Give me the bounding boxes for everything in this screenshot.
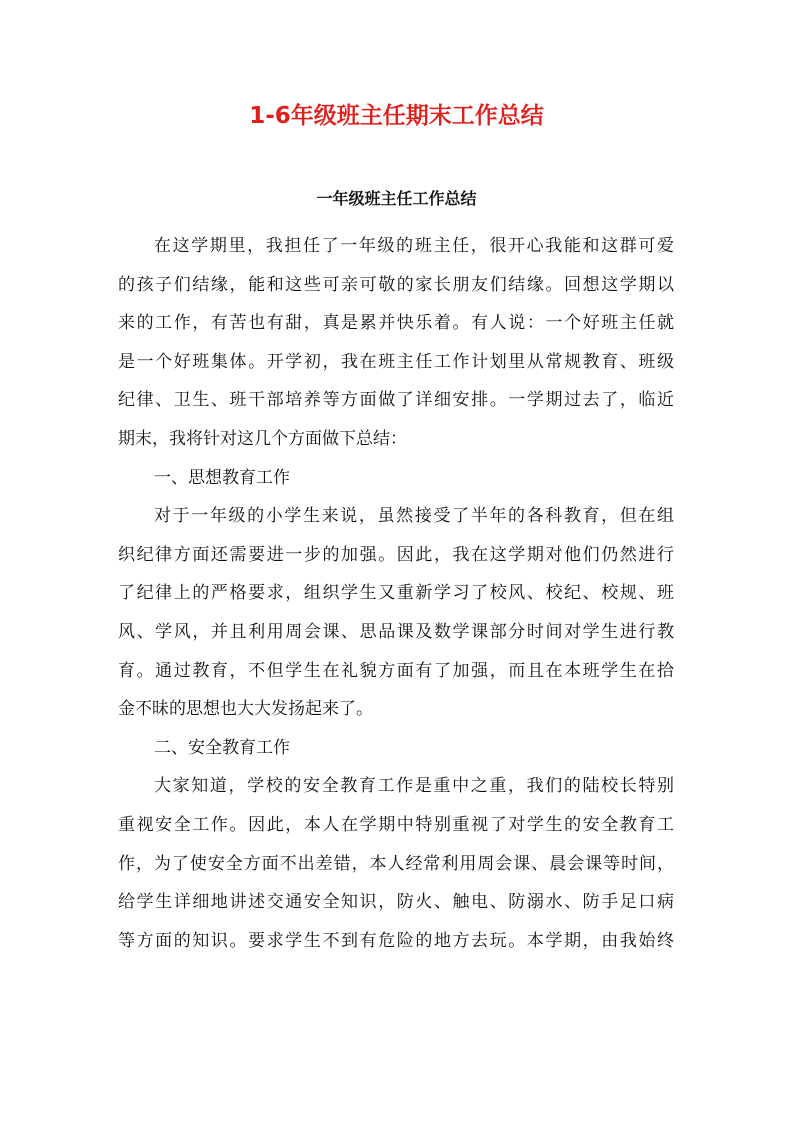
paragraph-line: 育。通过教育，不但学生在礼貌方面有了加强，而且在本班学生在拾 [118,660,674,681]
document-title: 1-6年级班主任期末工作总结 [249,103,544,129]
paragraph-line: 对于一年级的小学生来说，虽然接受了半年的各科教育，但在组 [154,506,674,527]
paragraph-line: 等方面的知识。要求学生不到有危险的地方去玩。本学期，由我始终 [118,930,674,951]
paragraph-line: 大家知道，学校的安全教育工作是重中之重，我们的陆校长特别 [154,776,674,797]
paragraph-line: 金不昧的思想也大大发扬起来了。 [118,699,373,720]
paragraph-line: 的孩子们结缘，能和这些可亲可敬的家长朋友们结缘。回想这学期以 [118,274,674,295]
paragraph-line: 来的工作，有苦也有甜，真是累并快乐着。有人说：一个好班主任就 [118,313,674,334]
paragraph-line: 纪律、卫生、班干部培养等方面做了详细安排。一学期过去了，临近 [118,390,674,411]
paragraph-line: 风、学风，并且利用周会课、思品课及数学课部分时间对学生进行教 [118,621,674,642]
paragraph-line: 了纪律上的严格要求，组织学生又重新学习了校风、校纪、校规、班 [118,583,674,604]
section-title: 一年级班主任工作总结 [316,189,477,208]
paragraph-line: 期末，我将针对这几个方面做下总结： [118,428,407,449]
paragraph-line: 是一个好班集体。开学初，我在班主任工作计划里从常规教育、班级 [118,351,674,372]
subheading-safety-education: 二、安全教育工作 [154,737,290,758]
paragraph-line: 给学生详细地讲述交通安全知识，防火、触电、防溺水、防手足口病 [118,892,674,913]
document-body [118,227,674,960]
paragraph-line: 在这学期里，我担任了一年级的班主任，很开心我能和这群可爱 [154,236,674,256]
paragraph-line: 重视安全工作。因此，本人在学期中特别重视了对学生的安全教育工 [118,814,674,835]
paragraph-line: 织纪律方面还需要进一步的加强。因此，我在这学期对他们仍然进行 [118,544,674,565]
subheading-thought-education: 一、思想教育工作 [154,467,290,488]
paragraph-line: 作，为了使安全方面不出差错，本人经常利用周会课、晨会课等时间， [118,853,674,874]
